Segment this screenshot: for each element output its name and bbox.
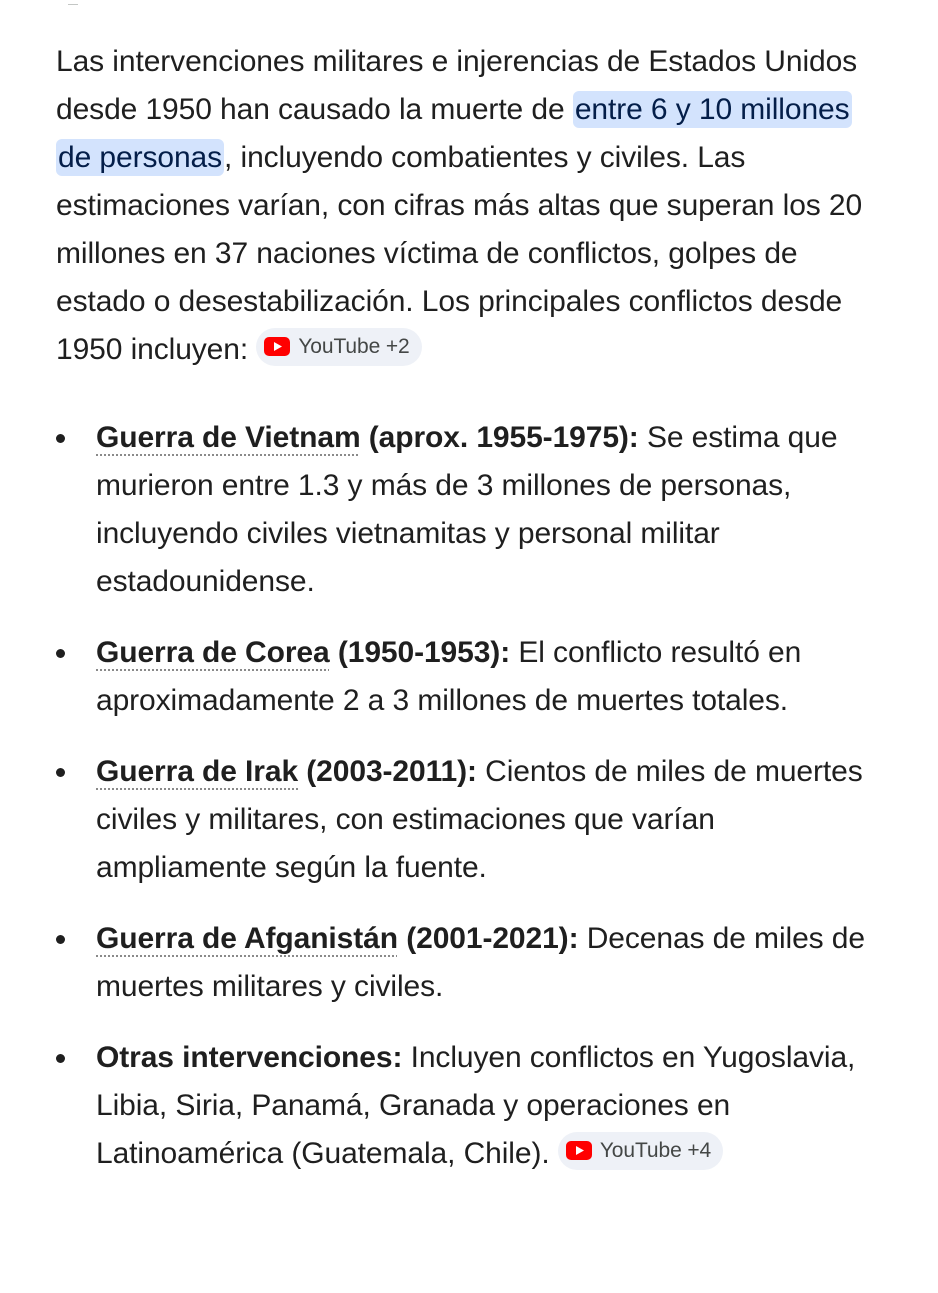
other-interventions-description: Incluyen conflictos en Yugoslavia, Libia, Siria, Panamá, Granada y operaciones en Latinoamérica (Guatemala, Chile). (96, 1041, 856, 1170)
bullet-dot (56, 935, 65, 944)
intro-paragraph (56, 38, 876, 374)
conflict-list (56, 414, 876, 1178)
answer-content (56, 38, 876, 1201)
youtube-icon (264, 337, 290, 356)
conflict-description: El conflicto resultó en aproximadamente 2 a 3 millones de muertes totales. (96, 636, 802, 717)
list-item (56, 629, 876, 725)
intro-text-before: Las intervenciones militares e injerencias de Estados Unidos desde 1950 han causado la muerte de (56, 45, 858, 126)
conflict-dates: (2003-2011): (306, 755, 477, 788)
highlighted-figure[interactable]: entre 6 y 10 millones de personas (58, 93, 850, 174)
top-divider-mark (68, 0, 78, 5)
list-item (56, 915, 876, 1011)
bullet-dot (56, 649, 65, 658)
source-chip-label: YouTube +4 (599, 1138, 712, 1162)
conflict-dates: (2001-2021): (406, 922, 579, 955)
entity-link[interactable]: Guerra de Irak (96, 755, 299, 788)
entity-link[interactable]: Guerra de Corea (96, 636, 330, 669)
other-interventions-term: Otras intervenciones: (96, 1041, 403, 1074)
list-item (56, 1034, 876, 1178)
entity-link[interactable]: Guerra de Afganistán (96, 922, 398, 955)
conflict-dates: (1950-1953): (337, 636, 511, 669)
bullet-dot (56, 434, 65, 443)
conflict-description: Se estima que murieron entre 1.3 y más de 3 millones de personas, incluyendo civiles vietnamitas y personal militar estadounidense. (96, 421, 838, 598)
youtube-source-chip[interactable] (256, 328, 421, 366)
conflict-dates: (aprox. 1955-1975): (368, 421, 639, 454)
youtube-source-chip[interactable] (558, 1132, 723, 1170)
bullet-dot (56, 1054, 65, 1063)
conflict-description: Decenas de miles de muertes militares y civiles. (96, 922, 865, 1003)
intro-text-after: , incluyendo combatientes y civiles. Las estimaciones varían, con cifras más altas que superan los 20 millones en 37 naciones víctima de conflictos, golpes de estado o desestabilización. Los principales conflictos desde 1950 incluyen: (56, 141, 863, 366)
youtube-icon (566, 1141, 592, 1160)
bullet-dot (56, 768, 65, 777)
conflict-description: Cientos de miles de muertes civiles y militares, con estimaciones que varían ampliamente según la fuente. (96, 755, 863, 884)
list-item (56, 414, 876, 606)
source-chip-label: YouTube +2 (298, 334, 410, 358)
entity-link[interactable]: Guerra de Vietnam (96, 421, 361, 454)
list-item (56, 748, 876, 892)
